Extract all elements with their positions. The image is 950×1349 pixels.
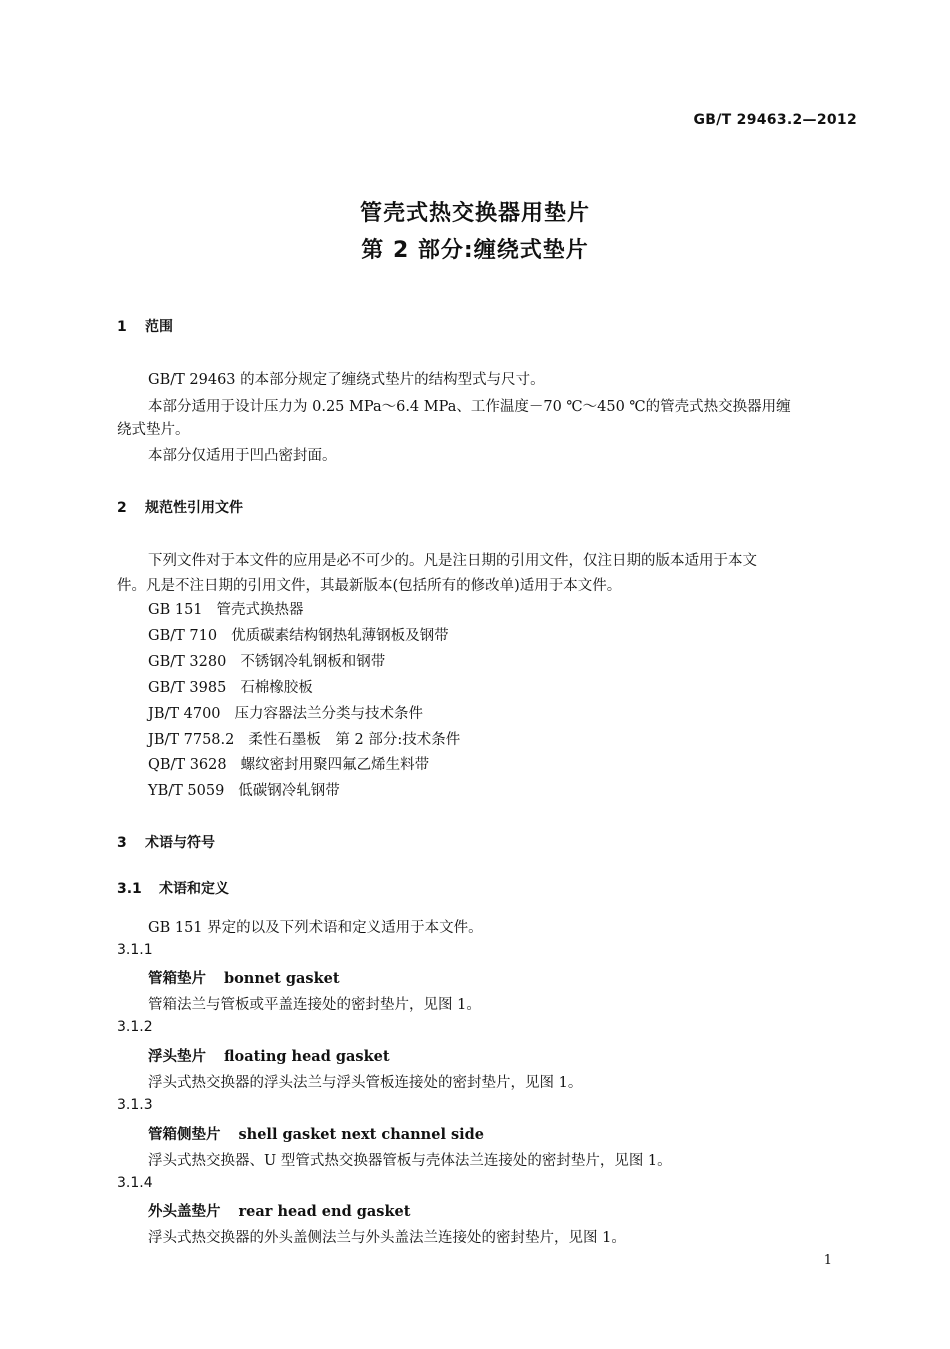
term-heading (148, 967, 340, 988)
term-number: 3.1.1 (117, 942, 153, 958)
section-title: 范围 (145, 319, 173, 335)
paragraph: GB 151 界定的以及下列术语和定义适用于本文件。 (148, 920, 483, 936)
term-number: 3.1.2 (117, 1019, 153, 1035)
reference-code: GB/T 710 (148, 628, 218, 644)
section-title: 术语与符号 (145, 835, 215, 851)
reference-code: GB/T 3985 (148, 680, 227, 696)
section-3-heading (117, 832, 215, 852)
section-number: 1 (117, 319, 127, 335)
term-heading (148, 1123, 484, 1144)
term-definition: 管箱法兰与管板或平盖连接处的密封垫片，见图 1。 (148, 997, 481, 1013)
section-title: 规范性引用文件 (145, 500, 243, 516)
reference-code: JB/T 7758.2 (148, 732, 235, 748)
paragraph: 本部分仅适用于凹凸密封面。 (148, 448, 337, 464)
reference-title: 螺纹密封用聚四氟乙烯生料带 (240, 757, 430, 773)
reference-code: GB 151 (148, 602, 203, 618)
term-en: floating head gasket (224, 1048, 390, 1065)
paragraph: 下列文件对于本文件的应用是必不可少的。凡是注日期的引用文件，仅注日期的版本适用于本文 (148, 553, 757, 569)
reference-item (148, 753, 429, 774)
reference-title: 石棉橡胶板 (240, 680, 313, 696)
standard-code: GB/T 29463.2—2012 (693, 112, 857, 128)
paragraph-continuation: 绕式垫片。 (117, 422, 190, 438)
reference-title: 管壳式换热器 (216, 602, 304, 618)
reference-item (148, 728, 460, 749)
reference-title: 低碳钢冷轧钢带 (238, 783, 340, 799)
term-zh: 管箱侧垫片 (148, 1126, 221, 1143)
document-title-line2: 第 2 部分:缠绕式垫片 (361, 238, 589, 263)
subsection-title: 术语和定义 (159, 881, 229, 897)
term-en: rear head end gasket (238, 1203, 411, 1220)
term-definition: 浮头式热交换器、U 型管式热交换器管板与壳体法兰连接处的密封垫片，见图 1。 (148, 1153, 672, 1169)
term-en: bonnet gasket (224, 970, 340, 987)
term-zh: 管箱垫片 (148, 970, 206, 987)
term-definition: 浮头式热交换器的浮头法兰与浮头管板连接处的密封垫片，见图 1。 (148, 1075, 583, 1091)
reference-title: 柔性石墨板 第 2 部分:技术条件 (248, 732, 461, 748)
reference-item (148, 598, 304, 619)
term-heading (148, 1045, 390, 1066)
reference-item (148, 676, 313, 697)
document-title-line1: 管壳式热交换器用垫片 (359, 201, 590, 226)
term-zh: 外头盖垫片 (148, 1203, 221, 1220)
reference-title: 压力容器法兰分类与技术条件 (234, 706, 424, 722)
reference-code: JB/T 4700 (148, 706, 221, 722)
subsection-3-1-heading (117, 878, 229, 898)
term-number: 3.1.3 (117, 1097, 153, 1113)
section-number: 2 (117, 500, 127, 516)
section-2-heading (117, 497, 243, 517)
paragraph: GB/T 29463 的本部分规定了缠绕式垫片的结构型式与尺寸。 (148, 372, 545, 388)
term-zh: 浮头垫片 (148, 1048, 206, 1065)
reference-code: GB/T 3280 (148, 654, 227, 670)
section-1-heading (117, 316, 173, 336)
term-en: shell gasket next channel side (238, 1126, 485, 1143)
paragraph-continuation: 件。凡是不注日期的引用文件，其最新版本(包括所有的修改单)适用于本文件。 (117, 578, 622, 594)
reference-item (148, 702, 423, 723)
page-number: 1 (823, 1253, 832, 1268)
reference-code: QB/T 3628 (148, 757, 227, 773)
reference-item (148, 624, 449, 645)
term-heading (148, 1200, 410, 1221)
reference-code: YB/T 5059 (148, 783, 225, 799)
subsection-number: 3.1 (117, 881, 142, 897)
reference-item (148, 650, 385, 671)
reference-item (148, 779, 340, 800)
paragraph: 本部分适用于设计压力为 0.25 MPa～6.4 MPa、工作温度－70 ℃～450 ℃的管壳式热交换器用缠 (148, 399, 791, 415)
section-number: 3 (117, 835, 127, 851)
reference-title: 优质碳素结构钢热轧薄钢板及钢带 (231, 628, 449, 644)
term-definition: 浮头式热交换器的外头盖侧法兰与外头盖法兰连接处的密封垫片，见图 1。 (148, 1230, 626, 1246)
reference-title: 不锈钢冷轧钢板和钢带 (240, 654, 386, 670)
term-number: 3.1.4 (117, 1175, 153, 1191)
